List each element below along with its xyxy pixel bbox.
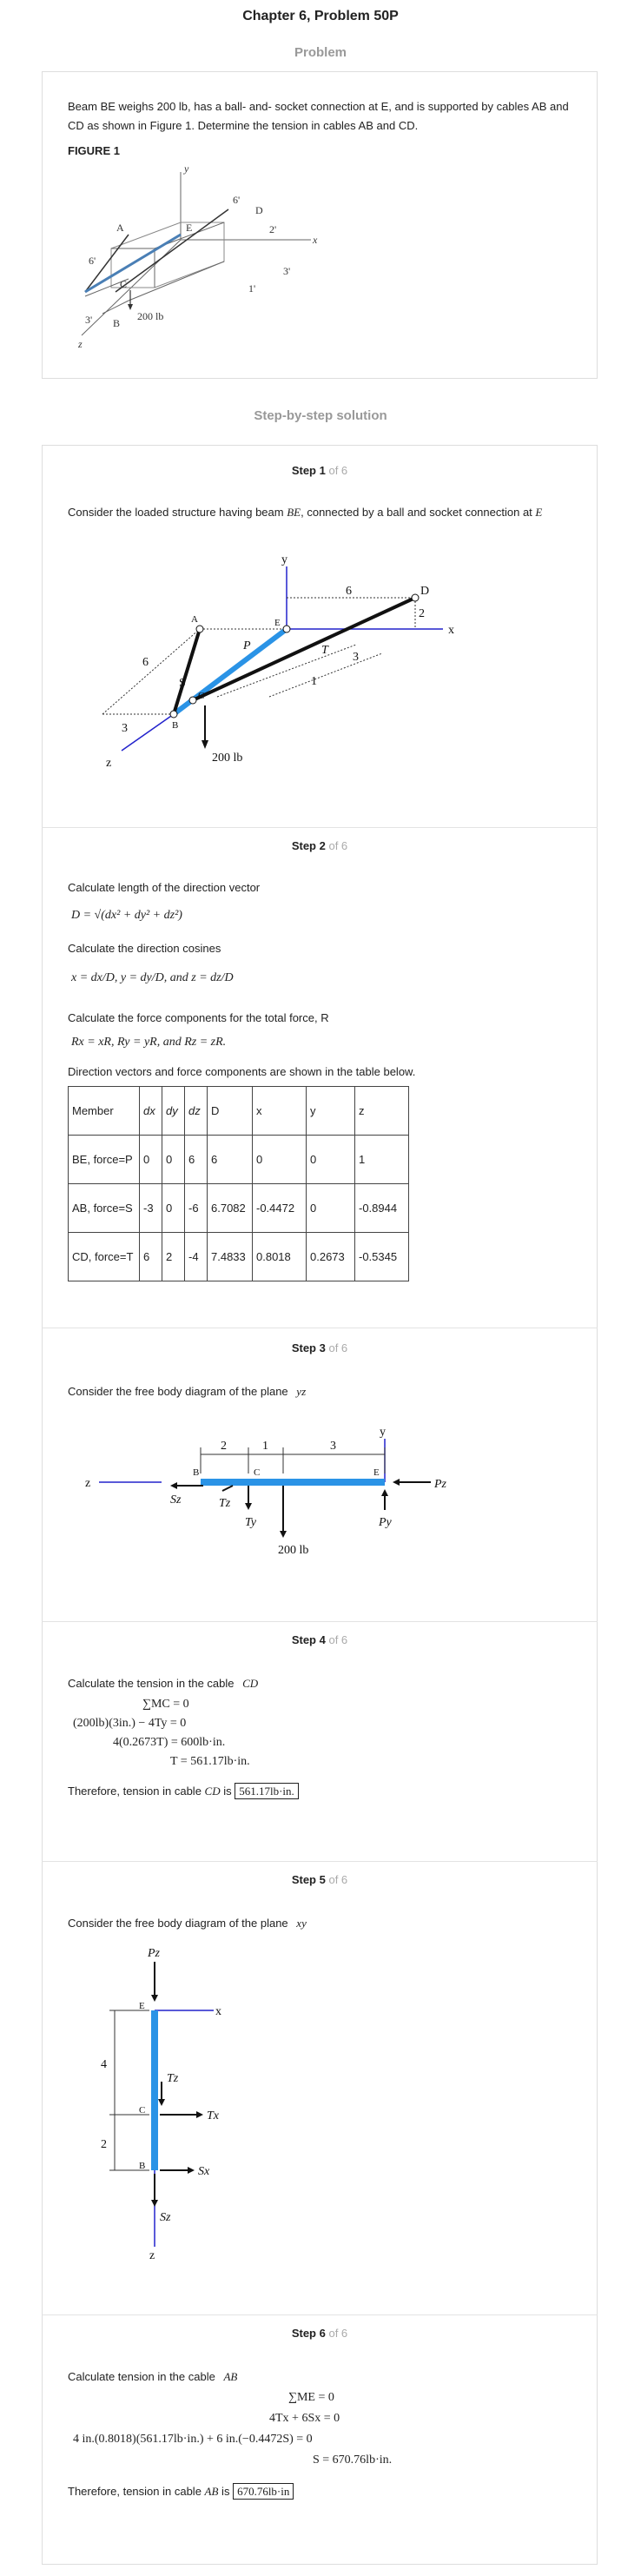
- s3-label: Sz: [170, 1493, 182, 1507]
- step-4-text-body: Calculate the tension in the cable: [68, 1677, 235, 1690]
- s1-load-arrowhead: [202, 740, 208, 749]
- fig1-label: 200 lb: [137, 310, 164, 322]
- table-cell: 0: [140, 1136, 162, 1184]
- eq-6-2: 4Tx + 6Sx = 0: [269, 2412, 340, 2425]
- step-1-heading: [42, 464, 598, 477]
- s1-label: C: [198, 691, 205, 701]
- fig1-label: 3': [85, 314, 93, 326]
- eq-forces: Rx = xR, Ry = yR, and Rz = zR.: [71, 1036, 227, 1049]
- table-cell: CD, force=T: [69, 1233, 140, 1281]
- table-cell: dz: [185, 1087, 208, 1136]
- table-cell: -0.4472: [253, 1184, 307, 1233]
- table-cell: 0: [162, 1136, 185, 1184]
- s3-label: B: [193, 1467, 200, 1478]
- step-divider: [42, 1861, 598, 1862]
- fig1-cable-cd: [116, 209, 228, 292]
- eq-4-2: (200lb)(3in.) − 4Ty = 0: [73, 1717, 187, 1730]
- result-prefix: Therefore, tension in cable: [68, 2485, 205, 2498]
- table-cell: 2: [162, 1233, 185, 1281]
- fig1-label: 6': [89, 255, 96, 267]
- table-cell: 6.7082: [208, 1184, 253, 1233]
- fig1-load-arrowhead: [128, 304, 133, 310]
- fig1-label: B: [113, 317, 121, 329]
- s1-label: P: [243, 639, 251, 652]
- table-cell: y: [307, 1087, 355, 1136]
- step-count: of 6: [328, 1873, 348, 1886]
- result-value: 561.17lb·in.: [235, 1783, 299, 1799]
- result-cable: AB: [204, 2485, 219, 2498]
- s1-label: 6: [346, 585, 352, 598]
- s1-point-e: [283, 626, 290, 632]
- point-label: E: [535, 506, 543, 519]
- eq-6-1: ∑ME = 0: [288, 2391, 334, 2404]
- table-cell: -0.5345: [355, 1233, 409, 1281]
- plane-label: yz: [296, 1385, 307, 1398]
- fig1-label: x: [313, 234, 318, 246]
- s3-label: 1: [262, 1440, 268, 1453]
- step-6-result: [68, 2483, 294, 2500]
- step-3-text: [68, 1383, 306, 1401]
- step-2-line-1: Calculate length of the direction vector: [68, 881, 261, 894]
- s1-label: 1: [311, 675, 317, 688]
- step-6-text: [68, 2368, 237, 2386]
- step-4-result: [68, 1783, 299, 1800]
- s3-label: Py: [379, 1516, 392, 1529]
- table-cell: 0.8018: [253, 1233, 307, 1281]
- figure-label: FIGURE 1: [68, 144, 120, 157]
- cable-label: CD: [242, 1677, 259, 1690]
- s3-label: Ty: [245, 1516, 256, 1529]
- fig1-label: C: [120, 278, 128, 290]
- eq-6-3: 4 in.(0.8018)(561.17lb·in.) + 6 in.(−0.4472S) = 0: [73, 2433, 313, 2446]
- fig1-label: 1': [248, 282, 256, 295]
- step-5-figure: [83, 1943, 309, 2264]
- table-cell: -0.8944: [355, 1184, 409, 1233]
- s3-label: 2: [221, 1440, 227, 1453]
- s5-label: E: [139, 2001, 145, 2011]
- page-title: Chapter 6, Problem 50P: [242, 9, 399, 23]
- s1-point-c: [189, 697, 196, 704]
- beam-label: BE: [287, 506, 301, 519]
- s5-label: z: [149, 2249, 155, 2262]
- result-value: 670.76lb·in: [233, 2483, 294, 2500]
- table-cell: 0: [307, 1136, 355, 1184]
- result-cable: CD: [204, 1785, 221, 1798]
- table-cell: z: [355, 1087, 409, 1136]
- s3-label: 3: [330, 1440, 336, 1453]
- eq-4-4: T = 561.17lb·in.: [170, 1755, 250, 1768]
- step-title: Step 2: [291, 839, 326, 852]
- step-2-line-2: Calculate the direction cosines: [68, 942, 221, 955]
- step-5-heading: [42, 1873, 598, 1886]
- table-cell: Member: [69, 1087, 140, 1136]
- step-divider: [42, 1621, 598, 1622]
- step-1-text: [68, 504, 572, 521]
- step-1-text-mid: , connected by a ball and socket connection at: [301, 506, 536, 519]
- step-2-heading: [42, 839, 598, 852]
- step-3-figure: [83, 1413, 518, 1569]
- s3-label: z: [85, 1477, 91, 1490]
- step-title: Step 6: [291, 2327, 326, 2340]
- result-prefix: Therefore, tension in cable: [68, 1785, 205, 1798]
- problem-heading: Problem: [294, 45, 347, 60]
- s1-label: 6: [142, 656, 149, 669]
- result-is: is: [220, 1785, 235, 1798]
- s1-label: 200 lb: [212, 752, 243, 765]
- table-cell: 7.4833: [208, 1233, 253, 1281]
- solution-heading: Step-by-step solution: [254, 408, 387, 423]
- step-count: of 6: [328, 1633, 348, 1646]
- table-cell: dx: [140, 1087, 162, 1136]
- fig1-label: z: [78, 338, 83, 350]
- s1-label: D: [420, 585, 430, 598]
- step-2-line-4: Direction vectors and force components are shown in the table below.: [68, 1065, 416, 1078]
- s1-point-d: [412, 594, 419, 601]
- problem-text: Beam BE weighs 200 lb, has a ball- and- socket connection at E, and is supported by cables AB and CD as shown in Figure 1. Determine the tension in cables AB and CD.: [68, 100, 569, 132]
- step-count: of 6: [328, 839, 348, 852]
- eq-cosines: x = dx/D, y = dy/D, and z = dz/D: [71, 971, 234, 984]
- table-cell: 0: [307, 1184, 355, 1233]
- table-cell: BE, force=P: [69, 1136, 140, 1184]
- s1-point-a: [196, 626, 203, 632]
- table-cell: D: [208, 1087, 253, 1136]
- step-2-line-3: Calculate the force components for the total force, R: [68, 1011, 329, 1024]
- s1-label: z: [106, 757, 112, 770]
- fig1-label: E: [186, 222, 193, 234]
- step-divider: [42, 827, 598, 828]
- s3-label: C: [254, 1467, 261, 1478]
- s3-label: 200 lb: [278, 1544, 309, 1557]
- step-title: Step 1: [291, 464, 326, 477]
- s1-label: S: [179, 677, 186, 690]
- s1-label: y: [281, 553, 287, 566]
- step-title: Step 4: [291, 1633, 326, 1646]
- step-6-heading: [42, 2327, 598, 2340]
- s5-label: x: [215, 2005, 221, 2018]
- s5-label: Sx: [198, 2165, 210, 2178]
- table-row: [69, 1136, 409, 1184]
- fig1-label: y: [184, 162, 189, 175]
- step-divider: [42, 2314, 598, 2315]
- s1-label: E: [274, 618, 281, 628]
- step-3-heading: [42, 1341, 598, 1354]
- direction-table: [68, 1086, 409, 1281]
- step-title: Step 5: [291, 1873, 326, 1886]
- result-is: is: [218, 2485, 234, 2498]
- plane-label: xy: [296, 1917, 307, 1930]
- table-cell: -3: [140, 1184, 162, 1233]
- s1-z-axis: [122, 714, 174, 751]
- table-cell: AB, force=S: [69, 1184, 140, 1233]
- s1-cable-cd: [193, 598, 415, 700]
- s3-label: y: [380, 1426, 386, 1439]
- s5-label: B: [139, 2161, 146, 2171]
- fig1-label: 3': [283, 265, 291, 277]
- step-5-text-body: Consider the free body diagram of the plane: [68, 1917, 288, 1930]
- eq-4-3: 4(0.2673T) = 600lb·in.: [113, 1736, 226, 1749]
- step-5-text: [68, 1915, 307, 1932]
- step-1-figure: [87, 549, 486, 775]
- s5-label: 2: [101, 2138, 107, 2151]
- step-count: of 6: [328, 464, 348, 477]
- table-cell: x: [253, 1087, 307, 1136]
- s1-label: B: [172, 720, 179, 731]
- table-cell: 0: [162, 1184, 185, 1233]
- s1-label: A: [191, 614, 198, 625]
- s3-label: E: [373, 1467, 380, 1478]
- s5-label: C: [139, 2105, 146, 2116]
- table-cell: 6: [185, 1136, 208, 1184]
- step-count: of 6: [328, 1341, 348, 1354]
- s1-label: 2: [419, 607, 425, 620]
- s5-label: Pz: [148, 1947, 160, 1960]
- s5-label: Tz: [167, 2072, 179, 2085]
- eq-length: D = √(dx² + dy² + dz²): [71, 909, 182, 922]
- table-cell: 1: [355, 1136, 409, 1184]
- s3-label: Pz: [434, 1478, 446, 1491]
- step-1-text-prefix: Consider the loaded structure having beam: [68, 506, 287, 519]
- fig1-label: 2': [269, 223, 277, 235]
- s5-label: 4: [101, 2058, 107, 2071]
- eq-4-1: ∑MC = 0: [142, 1698, 189, 1711]
- table-cell: dy: [162, 1087, 185, 1136]
- table-header-row: [69, 1087, 409, 1136]
- step-6-text-body: Calculate tension in the cable: [68, 2370, 215, 2383]
- s3-tz-arrow: [222, 1486, 233, 1491]
- s1-label: T: [321, 644, 328, 657]
- cable-label: AB: [223, 2370, 238, 2383]
- s1-label: x: [448, 624, 454, 637]
- s5-label: Sz: [160, 2211, 171, 2224]
- table-cell: 6: [140, 1233, 162, 1281]
- fig1-label: 6': [233, 194, 241, 206]
- s1-label: 3: [353, 651, 359, 664]
- table-row: [69, 1184, 409, 1233]
- s1-point-b: [170, 711, 177, 718]
- table-row: [69, 1233, 409, 1281]
- step-count: of 6: [328, 2327, 348, 2340]
- s3-label: Tz: [219, 1497, 231, 1510]
- s1-label: 3: [122, 722, 128, 735]
- eq-6-4: S = 670.76lb·in.: [313, 2453, 393, 2467]
- step-title: Step 3: [291, 1341, 326, 1354]
- step-3-text-body: Consider the free body diagram of the plane: [68, 1385, 288, 1398]
- step-4-heading: [42, 1633, 598, 1646]
- fig1-label: D: [255, 204, 263, 216]
- table-cell: 6: [208, 1136, 253, 1184]
- step-4-text: [68, 1675, 258, 1692]
- table-cell: -4: [185, 1233, 208, 1281]
- fig1-label: A: [116, 222, 124, 234]
- table-cell: 0.2673: [307, 1233, 355, 1281]
- table-cell: -6: [185, 1184, 208, 1233]
- table-cell: 0: [253, 1136, 307, 1184]
- figure-1: [68, 162, 328, 361]
- s5-label: Tx: [207, 2109, 219, 2122]
